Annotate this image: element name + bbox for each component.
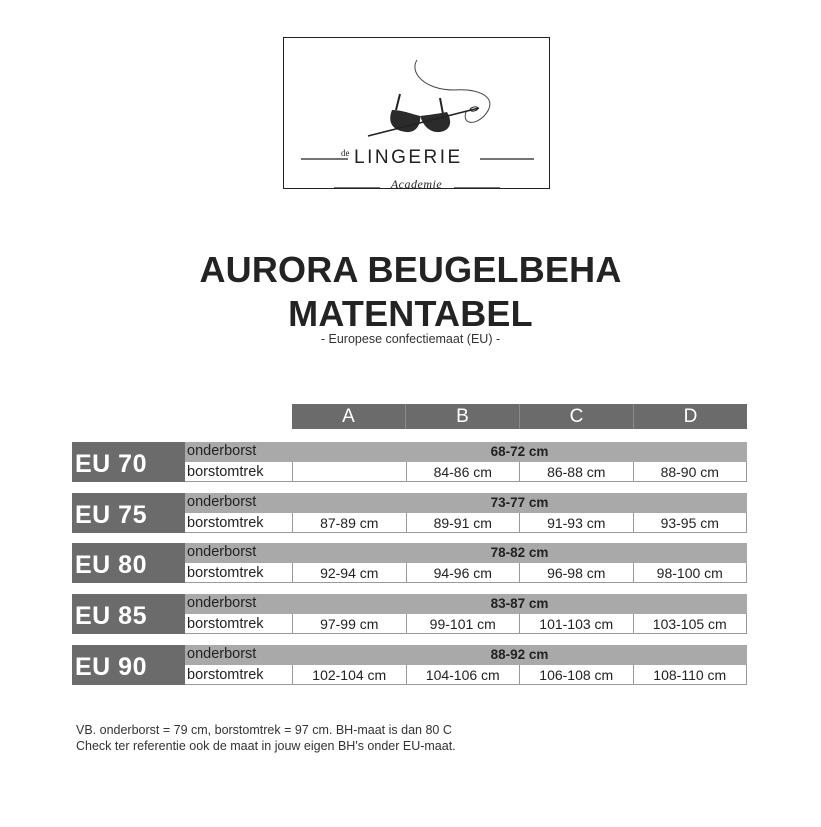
bust-values [292,665,747,685]
bust-cup-a: 102-104 cm [292,665,406,684]
bust-values [292,462,747,482]
bust-values [292,513,747,533]
size-label: EU 85 [72,594,185,634]
logo-subtitle: Academie [390,177,443,191]
size-label: EU 90 [72,645,185,685]
bust-cup-c: 101-103 cm [519,614,633,633]
underbust-value: 68-72 cm [292,442,747,462]
cup-header-row [292,404,747,429]
bust-cup-c: 106-108 cm [519,665,633,684]
bust-cup-b: 84-86 cm [406,462,520,481]
bust-cup-b: 99-101 cm [406,614,520,633]
bust-cup-b: 104-106 cm [406,665,520,684]
cup-header-b: B [405,404,519,429]
underbust-value: 78-82 cm [292,543,747,563]
bust-values [292,614,747,634]
bust-cup-c: 96-98 cm [519,563,633,582]
reference-note: Check ter referentie ook de maat in jouw eigen BH's onder EU-maat. [76,739,456,753]
cup-header-c: C [519,404,633,429]
page-title-line2: MATENTABEL [288,293,533,334]
bust-label: borstomtrek [185,563,292,583]
underbust-value: 88-92 cm [292,645,747,665]
bust-cup-a: 87-89 cm [292,513,406,532]
underbust-value: 73-77 cm [292,493,747,513]
bust-cup-a: 97-99 cm [292,614,406,633]
bust-label: borstomtrek [185,614,292,634]
size-row-eu80 [72,543,747,583]
cup-header-d: D [633,404,747,429]
bust-cup-a: 92-94 cm [292,563,406,582]
page-title-line1: AURORA BEUGELBEHA [199,249,622,290]
size-label: EU 80 [72,543,185,583]
bust-cup-d: 108-110 cm [633,665,748,684]
underbust-label: onderborst [185,543,292,563]
example-note: VB. onderborst = 79 cm, borstomtrek = 97 cm. BH-maat is dan 80 C [76,723,452,737]
bust-cup-d: 103-105 cm [633,614,748,633]
underbust-label: onderborst [185,645,292,665]
size-row-eu90 [72,645,747,685]
bust-cup-c: 86-88 cm [519,462,633,481]
bust-cup-d: 93-95 cm [633,513,748,532]
underbust-label: onderborst [185,594,292,614]
bust-values [292,563,747,583]
underbust-label: onderborst [185,493,292,513]
bust-label: borstomtrek [185,462,292,482]
page-subtitle: - Europese confectiemaat (EU) - [320,332,501,346]
logo-brand: LINGERIE [354,147,463,168]
bust-cup-a [292,462,406,481]
brand-logo [283,37,550,189]
size-label: EU 75 [72,493,185,533]
underbust-label: onderborst [185,442,292,462]
logo-prefix: de [341,148,350,158]
size-row-eu70 [72,442,747,482]
bust-cup-d: 88-90 cm [633,462,748,481]
underbust-value: 83-87 cm [292,594,747,614]
bust-cup-c: 91-93 cm [519,513,633,532]
size-row-eu85 [72,594,747,634]
bust-cup-b: 89-91 cm [406,513,520,532]
bust-cup-d: 98-100 cm [633,563,748,582]
bust-label: borstomtrek [185,513,292,533]
bust-label: borstomtrek [185,665,292,685]
size-row-eu75 [72,493,747,533]
bust-cup-b: 94-96 cm [406,563,520,582]
size-label: EU 70 [72,442,185,482]
cup-header-a: A [342,406,355,427]
